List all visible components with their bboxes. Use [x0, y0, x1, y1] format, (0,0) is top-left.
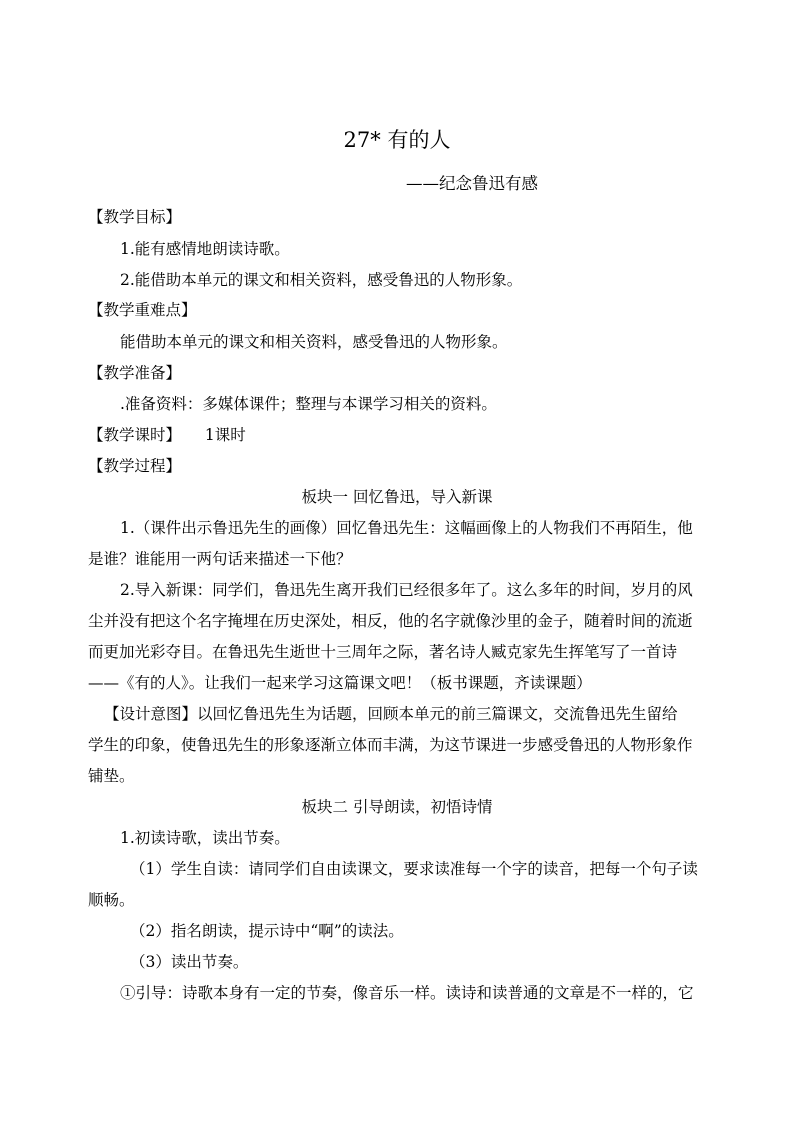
block1-p1-line1: 1.（课件出示鲁迅先生的画像）回忆鲁迅先生：这幅画像上的人物我们不再陌生，他	[120, 519, 693, 537]
hours-heading	[88, 423, 794, 447]
goal-1: 1.能有感情地朗读诗歌。	[120, 240, 290, 258]
goals-heading: 【教学目标】	[88, 208, 182, 226]
block1-p2-line4: ——《有的人》。让我们一起来学习这篇课文吧！（板书课题，齐读课题）	[88, 674, 592, 692]
key-heading: 【教学重难点】	[88, 301, 197, 319]
block1-p2-line3: 而更加光彩夺目。在鲁迅先生逝世十三周年之际，著名诗人臧克家先生挥笔写了一首诗	[88, 643, 678, 661]
key-text: 能借助本单元的课文和相关资料，感受鲁迅的人物形象。	[120, 333, 508, 351]
design-intent-line1: 【设计意图】以回忆鲁迅先生为话题，回顾本单元的前三篇课文，交流鲁迅先生留给	[104, 705, 678, 723]
page-subtitle: ——纪念鲁迅有感	[406, 174, 538, 193]
block2-step1d: ①引导：诗歌本身有一定的节奏，像音乐一样。读诗和读普通的文章是不一样的，它	[120, 984, 694, 1002]
block2-step1: 1.初读诗歌，读出节奏。	[120, 829, 290, 847]
design-intent-line3: 铺垫。	[88, 767, 135, 785]
process-heading: 【教学过程】	[88, 457, 182, 475]
block1-heading: 板块一 回忆鲁迅，导入新课	[301, 488, 493, 506]
block2-step1c: （3）读出节奏。	[130, 953, 249, 971]
prep-text: .准备资料：多媒体课件；整理与本课学习相关的资料。	[120, 395, 497, 413]
design-intent-line2: 学生的印象，使鲁迅先生的形象逐渐立体而丰满，为这节课进一步感受鲁迅的人物形象作	[88, 736, 693, 754]
block1-p1-line2: 是谁？谁能用一两句话来描述一下他？	[88, 550, 352, 568]
prep-heading: 【教学准备】	[88, 364, 182, 382]
block1-p2-line1: 2.导入新课：同学们，鲁迅先生离开我们已经很多年了。这么多年的时间，岁月的风	[120, 581, 693, 599]
block2-step1b: （2）指名朗读，提示诗中“啊”的读法。	[130, 922, 404, 940]
block1-p2-line2: 尘并没有把这个名字掩埋在历史深处，相反，他的名字就像沙里的金子，随着时间的流逝	[88, 612, 693, 630]
block2-step1a-line2: 顺畅。	[88, 891, 135, 909]
page-title: 27* 有的人	[343, 128, 451, 152]
hours-value: 1课时	[204, 426, 246, 444]
hours-heading-label: 【教学课时】	[88, 426, 182, 444]
goal-2: 2.能借助本单元的课文和相关资料，感受鲁迅的人物形象。	[120, 271, 523, 289]
block2-heading: 板块二 引导朗读，初悟诗情	[301, 798, 493, 816]
block2-step1a-line1: （1）学生自读：请同学们自由读课文，要求读准每一个字的读音，把每一个句子读	[130, 860, 698, 878]
